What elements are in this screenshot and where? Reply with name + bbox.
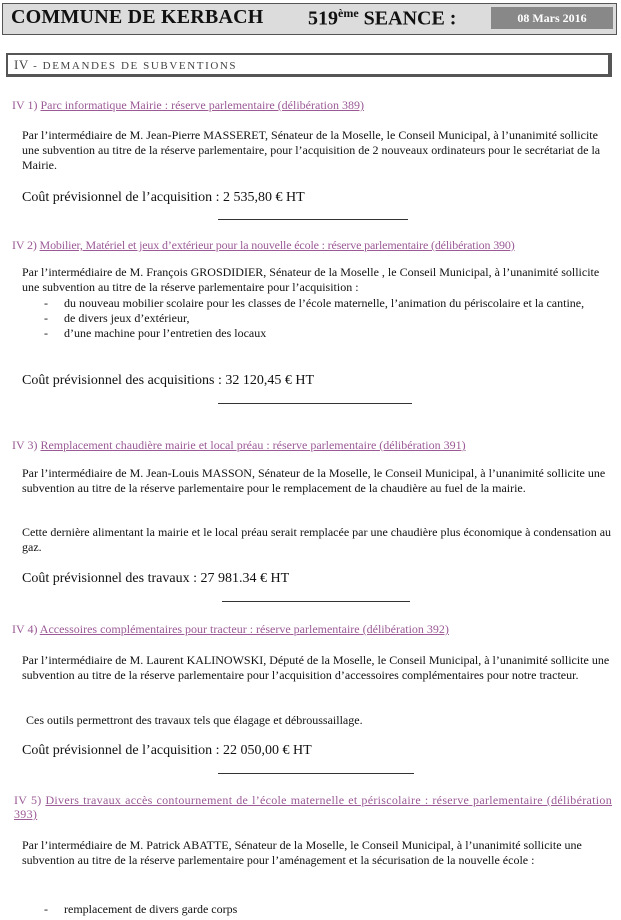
list-item: - du nouveau mobilier scolaire pour les classes de l’école maternelle, l’animation du périscolaire et la cantine,: [44, 296, 585, 310]
divider-1: [218, 219, 408, 220]
page-header: [2, 3, 617, 35]
divider-4: [218, 773, 414, 774]
seance-title: 519ème SEANCE :: [308, 6, 457, 30]
commune-name: COMMUNE DE KERBACH: [11, 6, 264, 28]
item-heading-2: IV 2) Mobilier, Matériel et jeux d’extérieur pour la nouvelle école : réserve parlementaire (délibération 390): [12, 238, 515, 252]
item-4-cost: Coût prévisionnel de l’acquisition : 22 050,00 € HT: [22, 743, 312, 758]
list-item: - remplacement de divers garde corps: [44, 902, 238, 916]
item-3-paragraph-2: Cette dernière alimentant la mairie et le local préau serait remplacée par une chaudière plus économique à condensation au gaz.: [22, 525, 612, 554]
item-5-paragraph: Par l’intermédiaire de M. Patrick ABATTE, Sénateur de la Moselle, le Conseil Municipal, à l’unanimité sollicite une subvention au titre de la réserve parlementaire pour l’aménagement et la sécurisation de la nouvelle école :: [22, 838, 582, 867]
item-4-paragraph-2: Ces outils permettront des travaux tels que élagage et débroussaillage.: [26, 713, 363, 727]
section-heading-box: [6, 53, 612, 77]
item-3-cost: Coût prévisionnel des travaux : 27 981.34 € HT: [22, 571, 290, 586]
item-1-cost: Coût prévisionnel de l’acquisition : 2 535,80 € HT: [22, 190, 305, 205]
item-3-paragraph-1: Par l’intermédiaire de M. Jean-Louis MASSON, Sénateur de la Moselle, le Conseil Municipal, à l’unanimité sollicite une subvention au titre de la réserve parlementaire pour le remplacement de la chaudière au fuel de la mairie.: [22, 466, 606, 495]
list-item: - d’une machine pour l’entretien des locaux: [44, 326, 267, 340]
item-2-paragraph: Par l’intermédiaire de M. François GROSDIDIER, Sénateur de la Moselle , le Conseil Municipal, à l’unanimité sollicite une subvention au titre de la réserve parlementaire pour l’acquisition :: [22, 265, 600, 294]
list-item: - de divers jeux d’extérieur,: [44, 311, 190, 325]
item-heading-1: IV 1) Parc informatique Mairie : réserve parlementaire (délibération 389): [12, 98, 364, 112]
item-2-cost: Coût prévisionnel des acquisitions : 32 120,45 € HT: [22, 373, 315, 388]
item-4-paragraph-1: Par l’intermédiaire de M. Laurent KALINOWSKI, Député de la Moselle, le Conseil Municipal, à l’unanimité sollicite une subvention au titre de la réserve parlementaire pour l’acquisition d’accessoires complémentaires pour notre tracteur.: [22, 653, 610, 682]
item-2-bullet-list: [44, 296, 604, 341]
section-heading: IV - DEMANDES DE SUBVENTIONS: [14, 57, 238, 72]
item-1-paragraph: Par l’intermédiaire de M. Jean-Pierre MASSERET, Sénateur de la Moselle, le Conseil Municipal, à l’unanimité sollicite une subvention au titre de la réserve parlementaire, pour l’acquisition de 2 nouveaux ordinateurs pour le secrétariat de la Mairie.: [22, 128, 601, 172]
item-heading-4: IV 4) Accessoires complémentaires pour tracteur : réserve parlementaire (délibération 392): [12, 622, 449, 636]
item-heading-5: IV 5) Divers travaux accès contournement de l’école maternelle et périscolaire : réserve parlementaire (délibération 393): [14, 793, 612, 821]
divider-2: [218, 403, 412, 404]
item-5-bullet-list: [44, 902, 604, 917]
divider-3: [222, 601, 410, 602]
item-heading-3: IV 3) Remplacement chaudière mairie et local préau : réserve parlementaire (délibération 391): [12, 438, 466, 452]
seance-date: 08 Mars 2016: [491, 7, 613, 29]
